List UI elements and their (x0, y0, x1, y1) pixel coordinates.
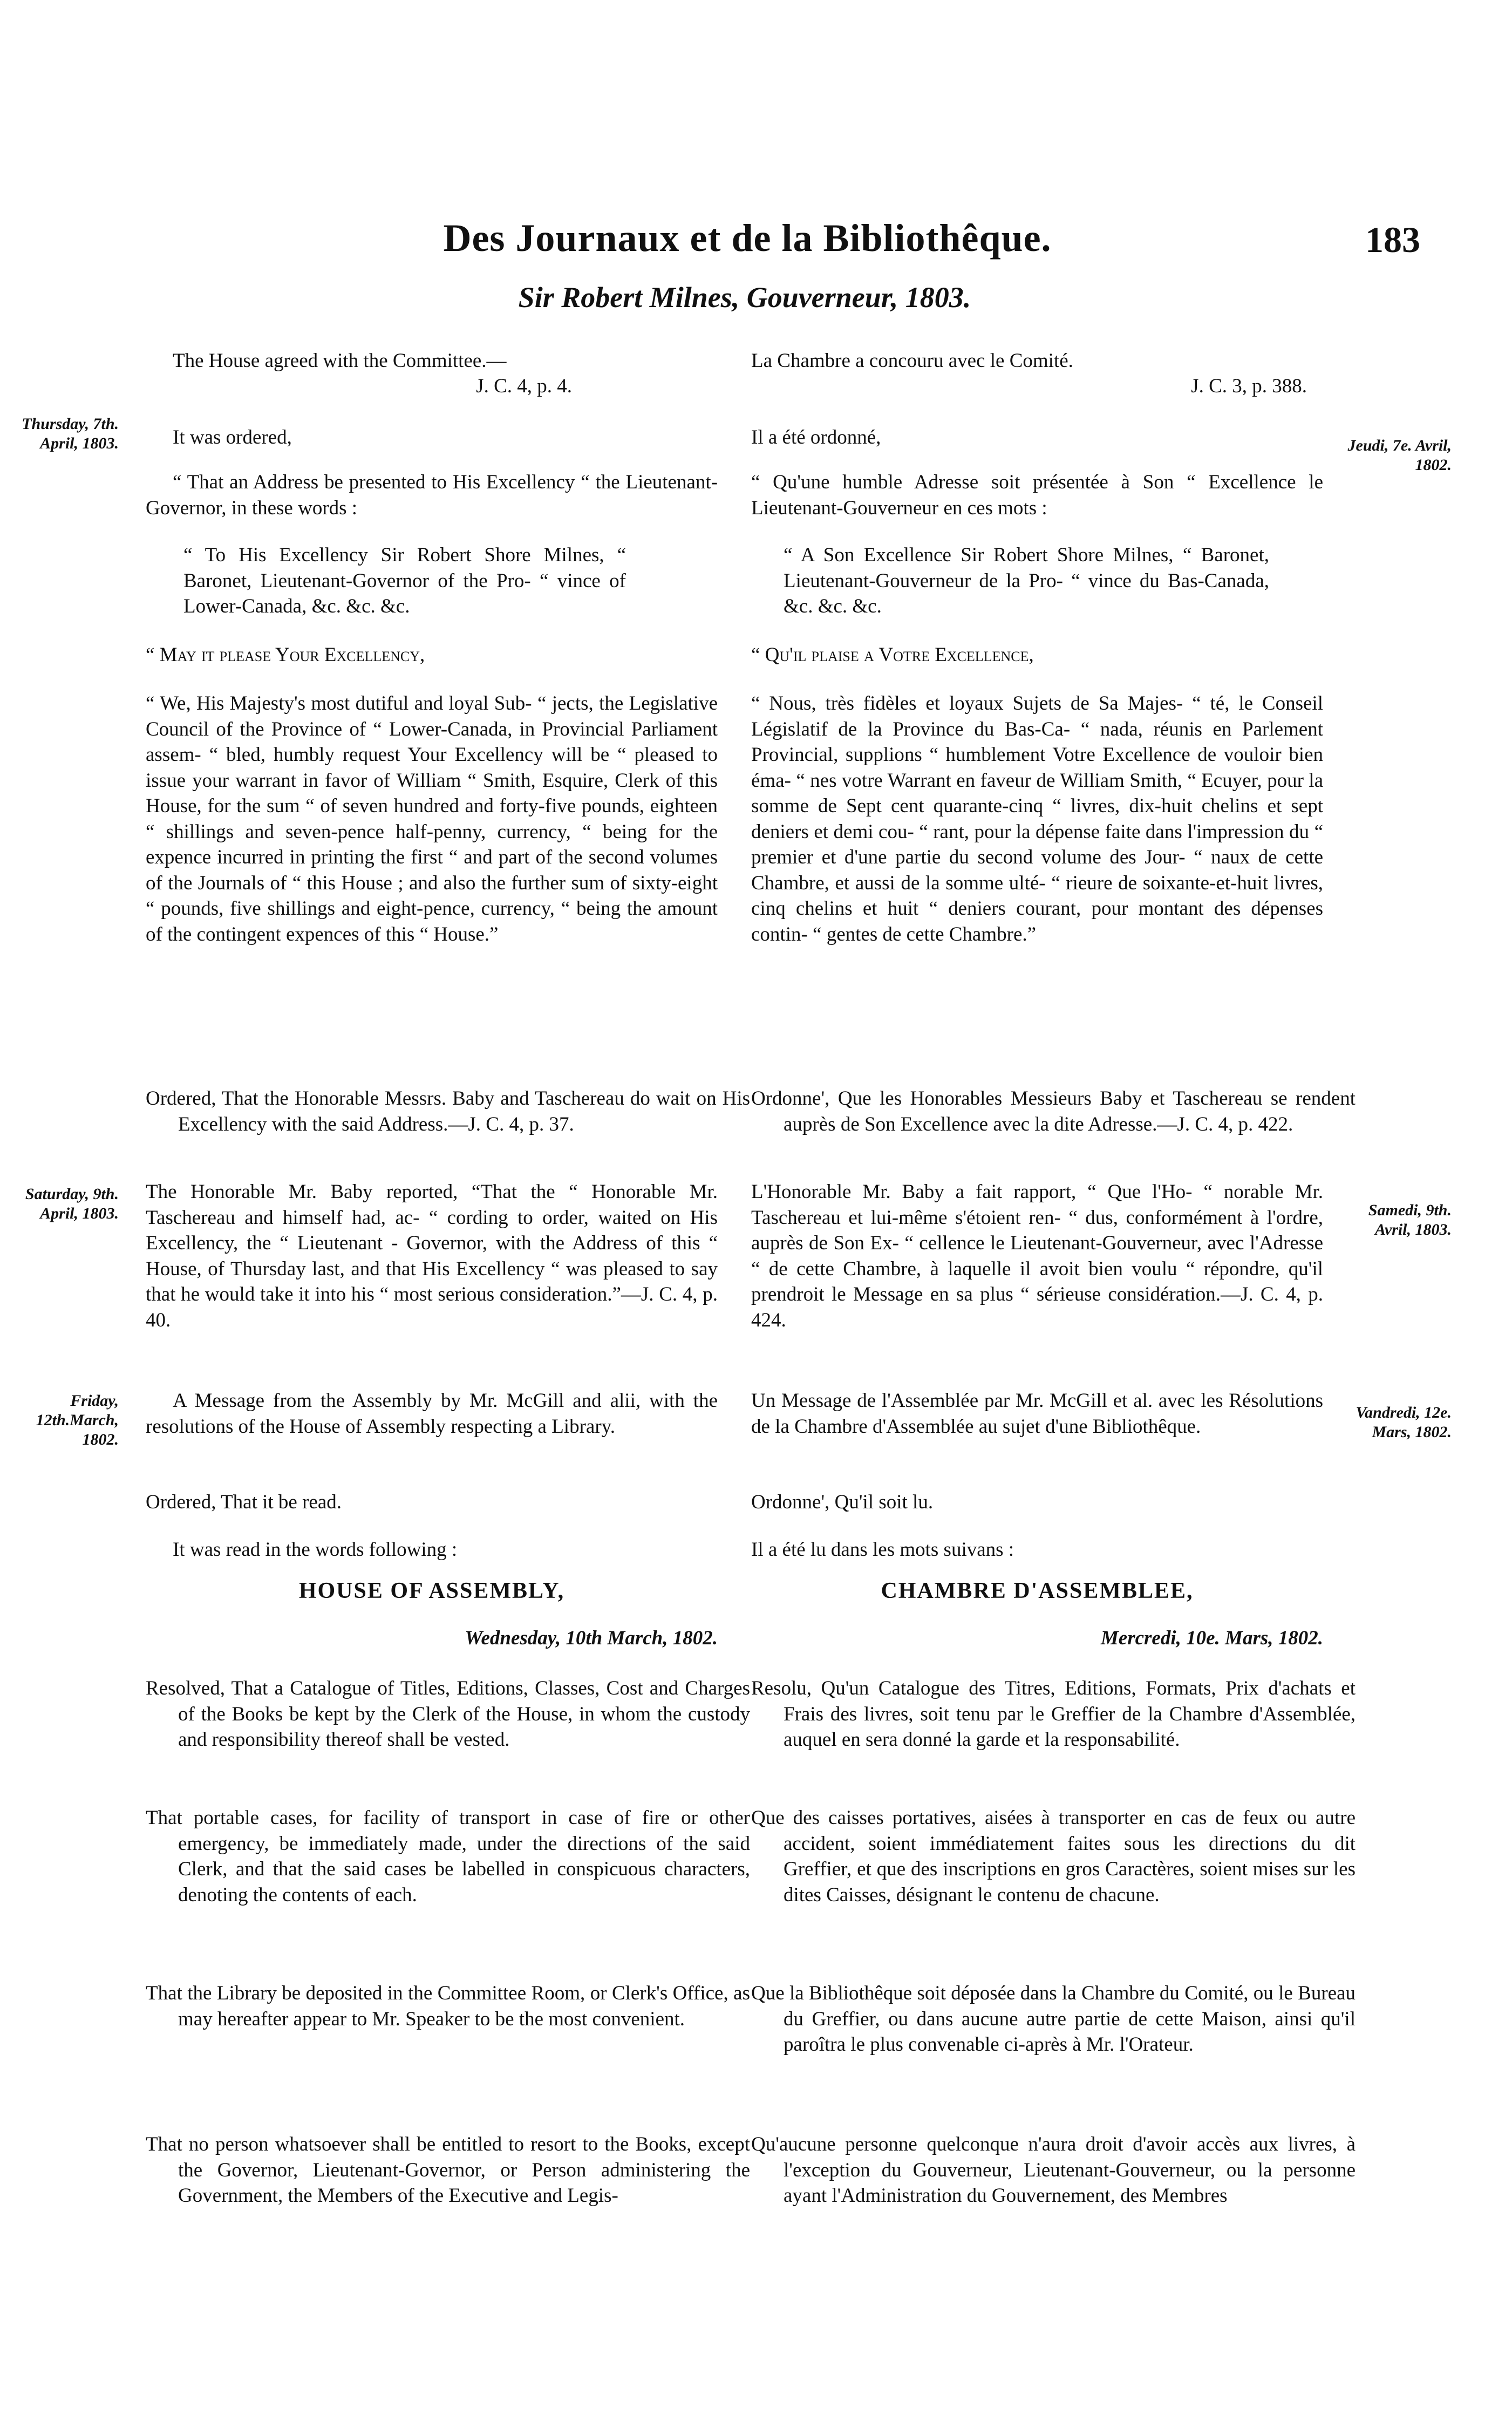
en-address-intro: “ That an Address be presented to His Excellency “ the Lieutenant-Governor, in these words : (146, 471, 718, 519)
en-agreed-ref: J. C. 4, p. 4. (476, 375, 572, 397)
page-title: Des Journaux et de la Bibliothêque. (443, 216, 1052, 260)
fr-no-person: Qu'aucune personne quelconque n'aura droit d'avoir accès aux livres, à l'exception du Gouverneur, Lieutenant-Gouverneur, ou la personne ayant l'Administration du Gouvernement, des Membres (751, 2133, 1356, 2207)
fr-message: Un Message de l'Assemblée par Mr. McGill et al. avec les Résolutions de la Chambre d'Assemblée au sujet d'une Bibliothêque. (751, 1390, 1323, 1438)
en-portable: That portable cases, for facility of transport in case of fire or other emergency, be immediately made, under the directions of the said Clerk, and that the said cases be labelled in conspicuous characters, denoting the contents of each. (146, 1807, 750, 1906)
fr-address-intro: “ Qu'une humble Adresse soit présentée à Son “ Excellence le Lieutenant-Gouverneur en ces mots : (751, 471, 1323, 519)
en-petition: “ We, His Majesty's most dutiful and loyal Sub- “ jects, the Legislative Council of the Province of “ Lower-Canada, in Provincial Parliament assem- “ bled, humbly request Your Excellency will be “ pleased to issue your warrant in favor of William “ Smith, Esquire, Clerk of this House, for the sum “ of seven hundred and forty-five pounds, eighteen “ shillings and seven-pence half-penny, currency, “ being for the expence incurred in printing the first “ and part of the second volumes of the Journals of “ this House ; and also the further sum of sixty-eight “ pounds, five shillings and eight-pence, currency, “ being the amount of the contingent expences of this “ House.” (146, 692, 718, 945)
fr-petition: “ Nous, très fidèles et loyaux Sujets de Sa Majes- “ té, le Conseil Législatif de la Province du Bas-Ca- “ nada, réunis en Parlement Provincial, supplions “ humblement Votre Excellence de vouloir bien éma- “ nes votre Warrant en faveur de William Smith, “ Ecuyer, pour la somme de Sept cent quarante-cinq “ livres, dix-huit chelins et sept deniers et demi cou- “ rant, pour la dépense faite dans l'impression du “ premier et d'une partie du second volume des Jour- “ naux de cette Chambre, et aussi de la somme ulté- “ rieure de soixante-et-huit livres, cinq chelins et huit “ deniers courant, pour montant des dépenses contin- “ gentes de cette Chambre.” (751, 692, 1323, 945)
margin-date-vandredi: Vandredi, 12e. Mars, 1802. (1356, 1404, 1452, 1441)
en-resolved: Resolved, That a Catalogue of Titles, Editions, Classes, Cost and Charges of the Books be kept by the Clerk of the House, in whom the custody and responsibility thereof shall be vested. (146, 1677, 750, 1751)
page-number: 183 (1365, 219, 1420, 260)
fr-ordered-read: Ordonne', Qu'il soit lu. (751, 1491, 934, 1513)
en-ordered: It was ordered, (173, 426, 292, 448)
en-message: A Message from the Assembly by Mr. McGill and alii, with the resolutions of the House of Assembly respecting a Library. (146, 1390, 718, 1438)
fr-library: Que la Bibliothêque soit déposée dans la Chambre du Comité, ou le Bureau du Greffier, ou dans aucune autre partie de cette Maison, ainsi qu'il paroîtra le plus convenable ci-après à Mr. l'Orateur. (751, 1982, 1356, 2056)
en-may-it-please: “ May it please Your Excellency, (146, 644, 425, 666)
margin-date-samedi: Samedi, 9th. Avril, 1803. (1368, 1201, 1452, 1239)
fr-agreed: La Chambre a concouru avec le Comité. (751, 350, 1073, 372)
en-no-person: That no person whatsoever shall be entitled to resort to the Books, except the Governor, Lieutenant-Governor, or Person administering the Government, the Members of the Executive and Legis- (146, 2133, 750, 2207)
fr-date: Mercredi, 10e. Mars, 1802. (1100, 1627, 1323, 1649)
fr-house-assembly: CHAMBRE D'ASSEMBLEE, (881, 1578, 1194, 1603)
en-library: That the Library be deposited in the Committee Room, or Clerk's Office, as may hereafter appear to Mr. Speaker to be the most convenient. (146, 1982, 750, 2030)
margin-date-friday: Friday, 12th.March, 1802. (36, 1392, 119, 1448)
en-ordered-baby: Ordered, That the Honorable Messrs. Baby and Taschereau do wait on His Excellency with the said Address.—J. C. 4, p. 37. (146, 1087, 750, 1135)
fr-ordered-baby: Ordonne', Que les Honorables Messieurs Baby et Taschereau se rendent auprès de Son Excellence avec la dite Adresse.—J. C. 4, p. 422. (751, 1087, 1356, 1135)
en-to-his-excellency: “ To His Excellency Sir Robert Shore Milnes, “ Baronet, Lieutenant-Governor of the Pro- “ vince of Lower-Canada, &c. &c. &c. (183, 544, 626, 617)
en-agreed: The House agreed with the Committee.— (173, 350, 507, 372)
fr-agreed-ref: J. C. 3, p. 388. (1191, 375, 1307, 397)
fr-read-words: Il a été lu dans les mots suivans : (751, 1539, 1014, 1561)
fr-may-it-please: “ Qu'il plaise a Votre Excellence, (751, 644, 1034, 666)
en-house-assembly: HOUSE OF ASSEMBLY, (298, 1578, 565, 1603)
margin-date-thursday: Thursday, 7th. April, 1803. (22, 415, 119, 452)
fr-to-his-excellency: “ A Son Excellence Sir Robert Shore Milnes, “ Baronet, Lieutenant-Gouverneur de la Pro- “ vince du Bas-Canada, &c. &c. &c. (784, 544, 1269, 617)
margin-date-saturday: Saturday, 9th. April, 1803. (25, 1185, 119, 1222)
en-baby-reported: The Honorable Mr. Baby reported, “That the “ Honorable Mr. Taschereau and himself had, ac- “ cording to order, waited on His Excellency, the “ Lieutenant - Governor, with the Address of this “ House, of Thursday last, and that His Excellency “ was pleased to say that he would take it into his “ most serious consideration.”—J. C. 4, p. 40. (146, 1181, 718, 1331)
page-subtitle: Sir Robert Milnes, Gouverneur, 1803. (518, 281, 971, 314)
fr-baby-reported: L'Honorable Mr. Baby a fait rapport, “ Que l'Ho- “ norable Mr. Taschereau et lui-même s'étoient ren- “ dus, conformément à l'ordre, auprès de Son Ex- “ cellence le Lieutenant-Gouverneur, avec l'Adresse “ de cette Chambre, à laquelle il avoit bien voulu “ répondre, qu'il prendroit le Message en sa plus “ sérieuse considération.—J. C. 4, p. 424. (751, 1181, 1323, 1331)
en-ordered-read: Ordered, That it be read. (146, 1491, 342, 1513)
fr-resolved: Resolu, Qu'un Catalogue des Titres, Editions, Formats, Prix d'achats et Frais des livres, soit tenu par le Greffier de la Chambre d'Assemblée, auquel en sera donné la garde et la responsabilité. (751, 1677, 1356, 1751)
margin-date-jeudi: Jeudi, 7e. Avril, 1802. (1347, 437, 1452, 474)
fr-portable: Que des caisses portatives, aisées à transporter en cas de feux ou autre accident, soient immédiatement faites sous les directions du dit Greffier, et que des inscriptions en gros Caractères, soient mises sur les dites Caisses, désignant le contenu de chacune. (751, 1807, 1356, 1906)
fr-ordered: Il a été ordonné, (751, 426, 881, 448)
en-read-words: It was read in the words following : (173, 1539, 458, 1561)
en-date: Wednesday, 10th March, 1802. (465, 1627, 718, 1649)
